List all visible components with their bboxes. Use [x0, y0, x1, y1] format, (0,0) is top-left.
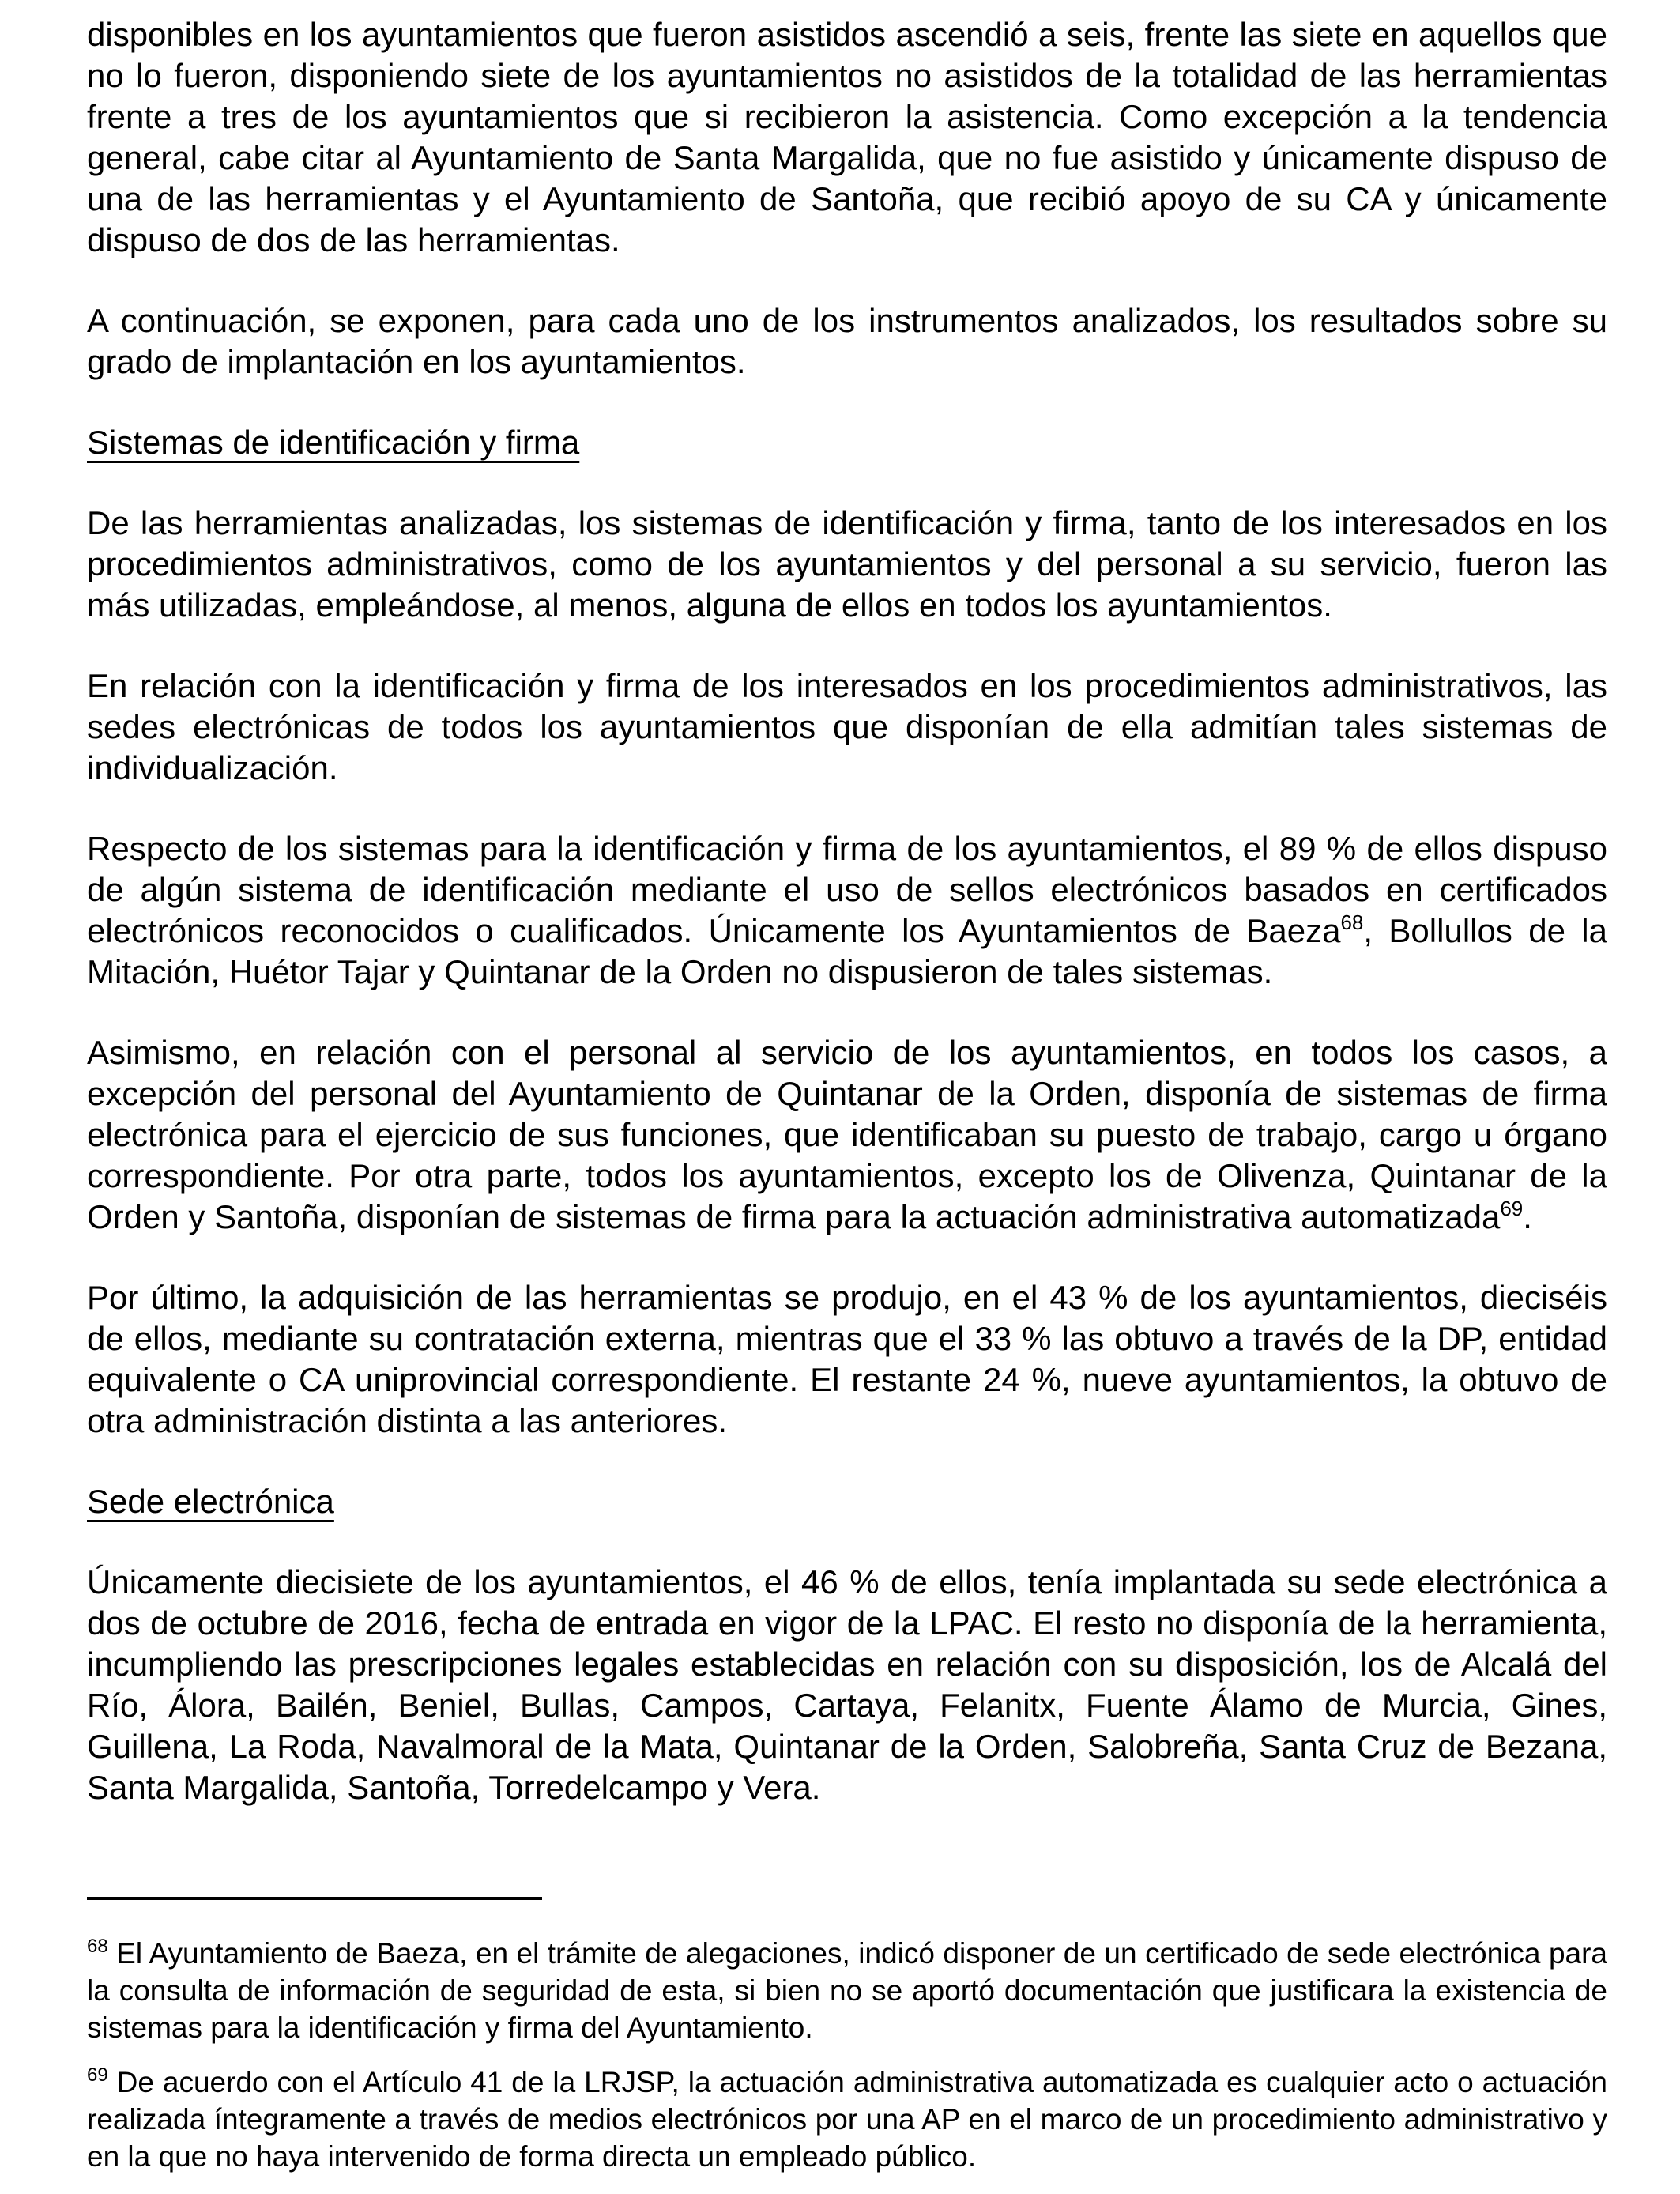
heading-sistemas-text: Sistemas de identificación y firma — [87, 424, 580, 461]
document-content — [87, 14, 1607, 2192]
paragraph-a-continuacion: A continuación, se exponen, para cada uno de los instrumentos analizados, los resultados sobre su grado de implantación en los ayuntamientos. — [87, 302, 1607, 380]
paragraph-por-ultimo-adquisicion: Por último, la adquisición de las herramientas se produjo, en el 43 % de los ayuntamientos, dieciséis de ellos, mediante su contratación externa, mientras que el 33 % las obtuvo a través de la DP, entidad equivalente o CA uniprovincial correspondiente. El restante 24 %, nueve ayuntamientos, la obtuvo de otra administración distinta a las anteriores. — [87, 1279, 1607, 1439]
footnote-reference-69: 69 — [1500, 1197, 1524, 1220]
paragraph-respecto-text-before: Respecto de los sistemas para la identificación y firma de los ayuntamientos, el 89 % de ellos dispuso de algún sistema de identificación mediante el uso de sellos electrónicos basados en certificados electrónicos reconocidos o cualificados. Únicamente los Ayuntamientos de Baeza — [87, 830, 1607, 949]
footnote-68 — [87, 1935, 1607, 2046]
footnote-69 — [87, 2064, 1607, 2175]
paragraph-asimismo-text-before: Asimismo, en relación con el personal al servicio de los ayuntamientos, en todos los casos, a excepción del personal del Ayuntamiento de Quintanar de la Orden, disponía de sistemas de firma electrónica para el ejercicio de sus funciones, que identificaban su puesto de trabajo, cargo u órgano correspondiente. Por otra parte, todos los ayuntamientos, excepto los de Olivenza, Quintanar de la Orden y Santoña, disponían de sistemas de firma para la actuación administrativa automatizada — [87, 1034, 1607, 1235]
footnote-separator-rule — [87, 1897, 542, 1900]
footnote-69-marker: 69 — [87, 2064, 108, 2086]
footnote-68-text: El Ayuntamiento de Baeza, en el trámite de alegaciones, indicó disponer de un certificado de sede electrónica para la consulta de información de seguridad de esta, si bien no se aportó documentación que justificara la existencia de sistemas para la identificación y firma del Ayuntamiento. — [87, 1937, 1607, 2044]
heading-sede-electronica — [87, 1481, 1607, 1522]
paragraph-respecto-text-after: , Bollullos de la Mitación, Huétor Tajar y Quintanar de la Orden no dispusieron de tales sistemas. — [87, 912, 1608, 990]
paragraph-asimismo-personal — [87, 1032, 1607, 1238]
heading-sistemas-identificacion-firma — [87, 422, 1607, 463]
paragraph-sede-implantacion: Únicamente diecisiete de los ayuntamientos, el 46 % de ellos, tenía implantada su sede electrónica a dos de octubre de 2016, fecha de entrada en vigor de la LPAC. El resto no disponía de la herramienta, incumpliendo las prescripciones legales establecidas en relación con su disposición, los de Alcalá del Río, Álora, Bailén, Beniel, Bullas, Campos, Cartaya, Felanitx, Fuente Álamo de Murcia, Gines, Guillena, La Roda, Navalmoral de la Mata, Quintanar de la Orden, Salobreña, Santa Cruz de Bezana, Santa Margalida, Santoña, Torredelcampo y Vera. — [87, 1563, 1607, 1806]
footnote-68-marker: 68 — [87, 1936, 108, 1957]
paragraph-asistencia-herramientas: disponibles en los ayuntamientos que fueron asistidos ascendió a seis, frente las siete en aquellos que no lo fueron, disponiendo siete de los ayuntamientos no asistidos de la totalidad de las herramientas frente a tres de los ayuntamientos que si recibieron la asistencia. Como excepción a la tendencia general, cabe citar al Ayuntamiento de Santa Margalida, que no fue asistido y únicamente dispuso de una de las herramientas y el Ayuntamiento de Santoña, que recibió apoyo de su CA y únicamente dispuso de dos de las herramientas. — [87, 16, 1607, 258]
footnote-69-text: De acuerdo con el Artículo 41 de la LRJSP, la actuación administrativa automatizada es cualquier acto o actuación realizada íntegramente a través de medios electrónicos por una AP en el marco de un procedimiento administrativo y en la que no haya intervenido de forma directa un empleado público. — [87, 2066, 1607, 2173]
heading-sede-text: Sede electrónica — [87, 1483, 334, 1520]
footnote-reference-68: 68 — [1340, 910, 1364, 934]
paragraph-asimismo-text-after: . — [1523, 1198, 1532, 1235]
paragraph-herramientas-analizadas: De las herramientas analizadas, los sistemas de identificación y firma, tanto de los interesados en los procedimientos administrativos, como de los ayuntamientos y del personal a su servicio, fueron las más utilizadas, empleándose, al menos, alguna de ellos en todos los ayuntamientos. — [87, 504, 1607, 624]
paragraph-relacion-identificacion: En relación con la identificación y firma de los interesados en los procedimientos administrativos, las sedes electrónicas de todos los ayuntamientos que disponían de ella admitían tales sistemas de individualización. — [87, 667, 1607, 786]
paragraph-respecto-sistemas — [87, 828, 1607, 993]
